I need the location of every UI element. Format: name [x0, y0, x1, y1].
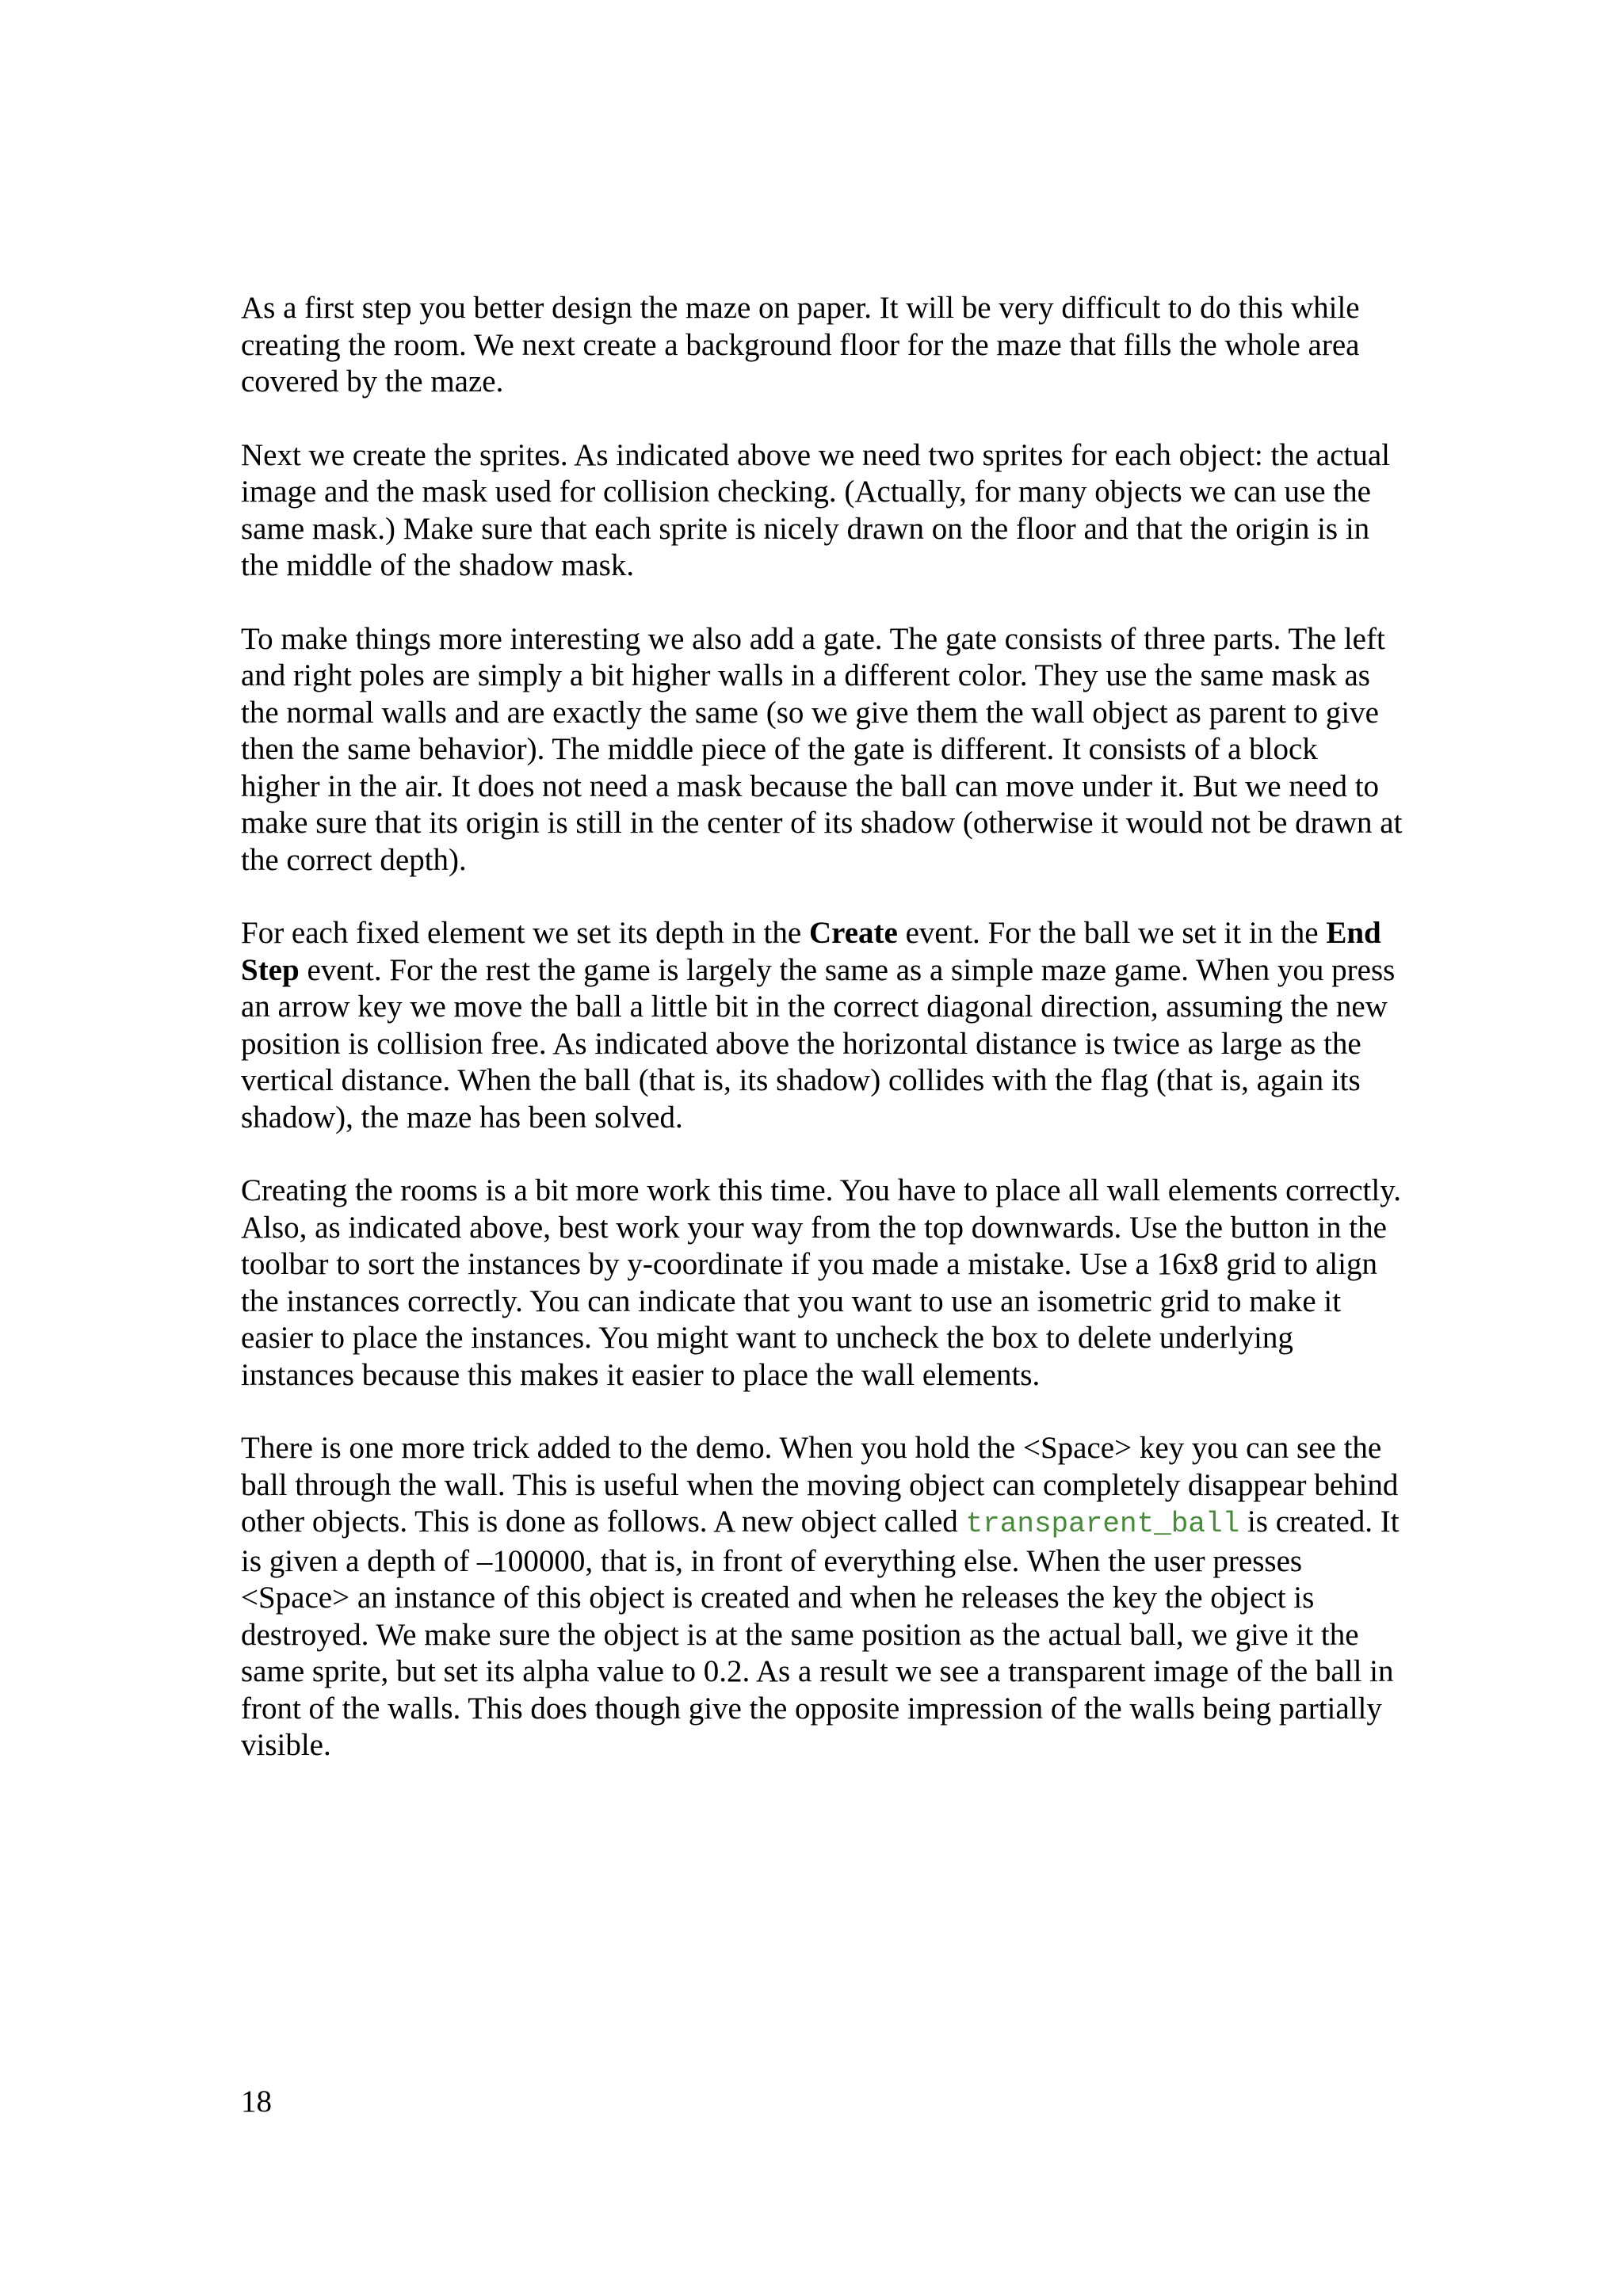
paragraph-text: As a first step you better design the maze on paper. It will be very difficult to do this while creating the room. We next create a background floor for the maze that fills the whole area covered by the maze.: [241, 291, 1360, 399]
paragraph-rooms: [241, 1173, 1404, 1394]
paragraph-text: Creating the rooms is a bit more work this time. You have to place all wall elements correctly. Also, as indicated above, best work your way from the top downwards. Use the button in the toolbar to sort the instances by y-coordinate if you made a mistake. Use a 16x8 grid to align the instances correctly. You can indicate that you want to use an isometric grid to make it easier to place the instances. You might want to uncheck the box to delete underlying instances because this makes it easier to place the wall elements.: [241, 1173, 1401, 1392]
paragraph-text: event. For the ball we set it in the: [897, 916, 1327, 950]
body-text: [241, 290, 1404, 1801]
paragraph-depth: [241, 915, 1404, 1136]
page-number: 18: [241, 2084, 272, 2119]
paragraph-text: is created. It is given a depth of –100000, that is, in front of everything else. When the user presses <Space> an instance of this object is created and when he releases the key the object is destroyed. We make sure the object is at the same position as the actual ball, we give it the same sprite, but set its alpha value to 0.2. As a result we see a transparent image of the ball in front of the walls. This does though give the opposite impression of the walls being partially visible.: [241, 1505, 1400, 1762]
paragraph-sprites: [241, 437, 1404, 585]
code-identifier: transparent_ball: [965, 1508, 1240, 1540]
paragraph-text: For each fixed element we set its depth in the: [241, 916, 809, 950]
bold-term-end-step: End Step: [241, 916, 1381, 987]
paragraph-text: Next we create the sprites. As indicated above we need two sprites for each object: the actual image and the mask used for collision checking. (Actually, for many objects we can use the same mask.) Make sure that each sprite is nicely drawn on the floor and that the origin is in the middle of the shadow mask.: [241, 437, 1391, 582]
bold-term-create: Create: [808, 916, 898, 950]
paragraph-maze-design: [241, 290, 1404, 401]
paragraph-text: event. For the rest the game is largely the same as a simple maze game. When you press an arrow key we move the ball a little bit in the correct diagonal direction, assuming the new position is collision free. As indicated above the horizontal distance is twice as large as the vertical distance. When the ball (that is, its shadow) collides with the flag (that is, again its shadow), the maze has been solved.: [241, 952, 1396, 1135]
paragraph-gate: [241, 621, 1404, 879]
paragraph-text: There is one more trick added to the demo. When you hold the <Space> key you can see the ball through the wall. This is useful when the moving object can completely disappear behind other objects. This is done as follows. A new object called: [241, 1431, 1399, 1539]
paragraph-text: To make things more interesting we also add a gate. The gate consists of three parts. The left and right poles are simply a bit higher walls in a different color. They use the same mask as the normal walls and are exactly the same (so we give them the wall object as parent to give then the same behavior). The middle piece of the gate is different. It consists of a block higher in the air. It does not need a mask because the ball can move under it. But we need to make sure that its origin is still in the center of its shadow (otherwise it would not be drawn at the correct depth).: [241, 621, 1403, 877]
paragraph-transparent-ball: [241, 1430, 1404, 1764]
